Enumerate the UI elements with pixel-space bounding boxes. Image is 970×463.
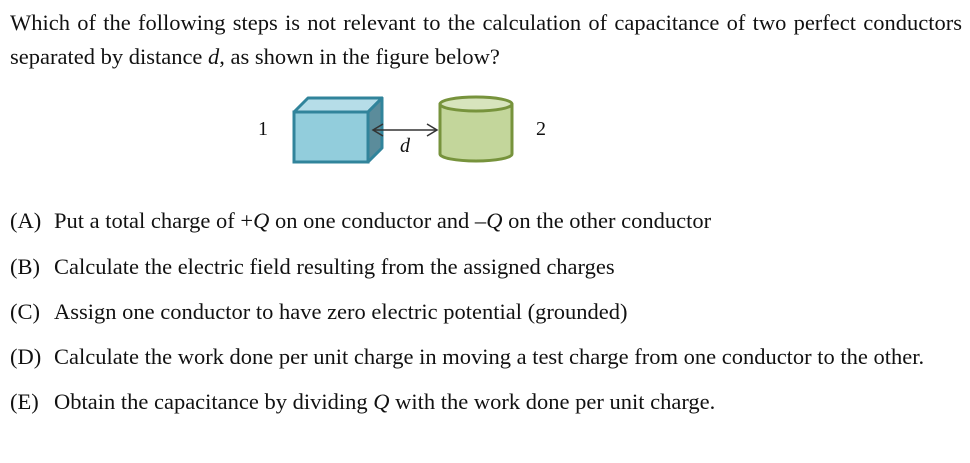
option-b-label: (B) (10, 254, 40, 279)
option-c-text: Assign one conductor to have zero electric potential (grounded) (54, 299, 628, 324)
option-e-text: Obtain the capacitance by dividing Q with the work done per unit charge. (54, 389, 716, 414)
option-c-label: (C) (10, 299, 40, 324)
conductor-2-label: 2 (536, 118, 546, 140)
cube-conductor (294, 98, 382, 162)
conductors-figure (250, 90, 560, 170)
answer-options (10, 204, 962, 430)
distance-label: d (400, 135, 410, 157)
question-text: Which of the following steps is not relevant to the calculation of capacitance of two perfect conductors separated by distance d, as shown in the figure below? (10, 10, 962, 69)
option-a-text: Put a total charge of +Q on one conductor and –Q on the other conductor (54, 208, 712, 233)
option-b-text: Calculate the electric field resulting from the assigned charges (54, 254, 615, 279)
conductors-diagram (250, 90, 560, 170)
option-e[interactable] (10, 385, 962, 419)
option-d-label: (D) (10, 344, 42, 369)
option-b[interactable] (10, 250, 962, 284)
question-stem (10, 6, 962, 74)
conductor-1-label: 1 (258, 118, 268, 140)
option-a[interactable] (10, 204, 962, 238)
option-a-label: (A) (10, 208, 42, 233)
cylinder-conductor (440, 97, 512, 161)
option-d-text: Calculate the work done per unit charge in moving a test charge from one conductor to the other. (54, 344, 925, 369)
option-e-label: (E) (10, 389, 39, 414)
option-d[interactable] (10, 340, 962, 374)
option-c[interactable] (10, 295, 962, 329)
